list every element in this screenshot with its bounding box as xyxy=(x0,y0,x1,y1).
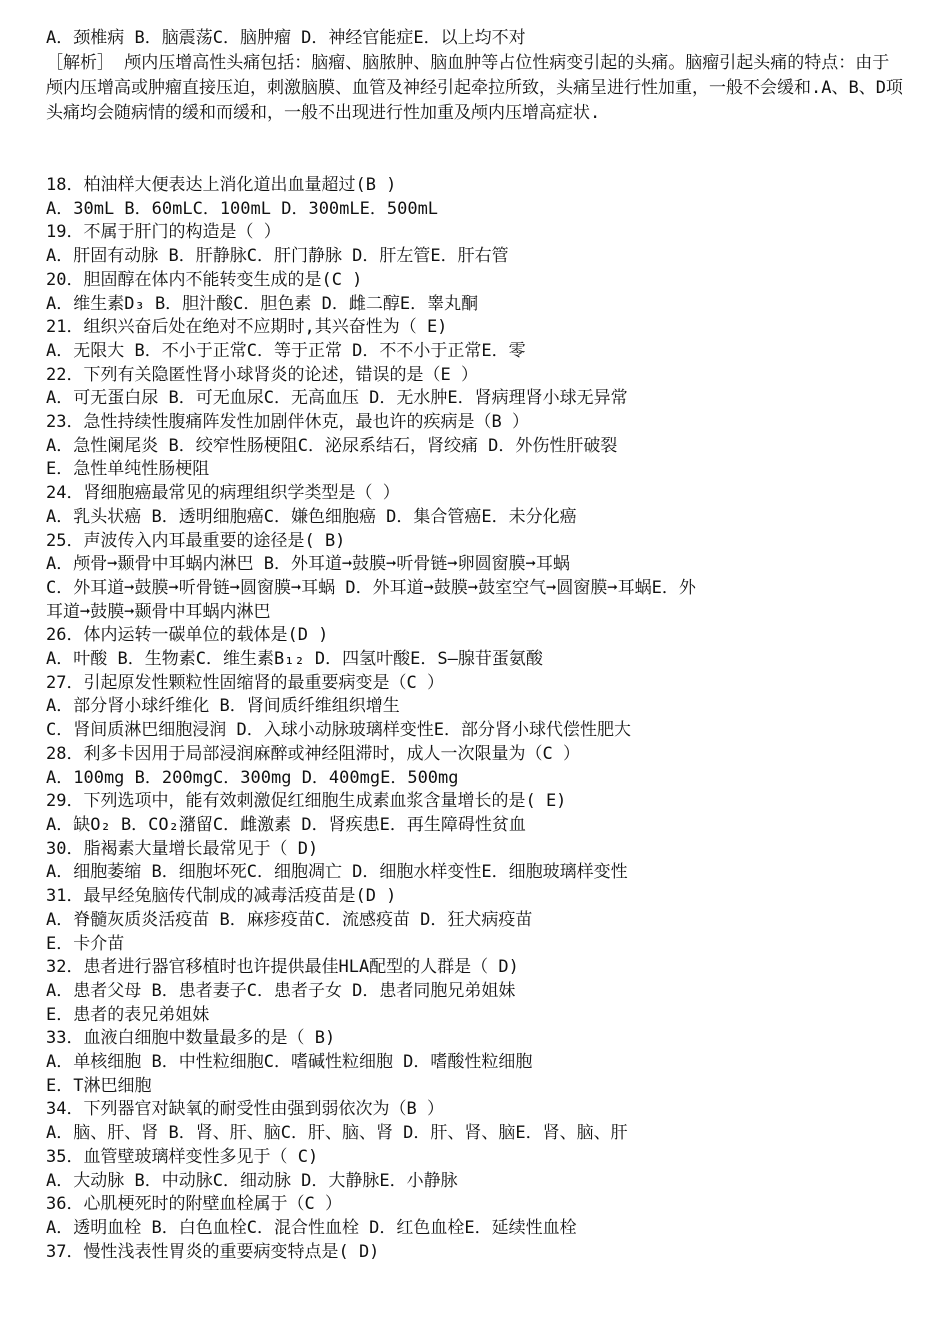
document-line: 25．声波传入内耳最重要的途径是( B) xyxy=(46,530,346,551)
document-line: E．急性单纯性肠梗阻 xyxy=(46,459,210,480)
document-line: 29．下列选项中，能有效刺激促红细胞生成素血浆含量增长的是( E) xyxy=(46,791,567,812)
document-line: A．大动脉 B．中动脉C．细动脉 D．大静脉E．小静脉 xyxy=(46,1170,458,1191)
document-line: 20．胆固醇在体内不能转变生成的是(C ) xyxy=(46,269,363,290)
document-line: A．脊髓灰质炎活疫苗 B．麻疹疫苗C．流感疫苗 D．狂犬病疫苗 xyxy=(46,909,533,930)
document-line: A．单核细胞 B．中性粒细胞C．嗜碱性粒细胞 D．嗜酸性粒细胞 xyxy=(46,1052,533,1073)
document-line: 18．柏油样大便表达上消化道出血量超过(B ) xyxy=(46,175,397,195)
document-line: E．患者的表兄弟姐妹 xyxy=(46,1004,210,1025)
document-line: A．100mg B．200mgC．300mg D．400mgE．500mg xyxy=(46,767,459,788)
document-line: 22．下列有关隐匿性肾小球肾炎的论述，错误的是（E ） xyxy=(46,364,478,385)
document-line: 30．脂褐素大量增长最常见于（ D) xyxy=(46,838,319,859)
document-line: 37．慢性浅表性胃炎的重要病变特点是( D) xyxy=(46,1241,380,1262)
document-line: A．30mL B．60mLC．100mL D．300mLE．500mL xyxy=(46,198,439,219)
question-list xyxy=(46,174,906,1264)
intro-options: A．颈椎病 B．脑震荡C．脑肿瘤 D．神经官能症E．以上均不对 xyxy=(46,28,526,48)
document-line: A．颅骨➞颞骨中耳蜗内淋巴 B．外耳道➞鼓膜➞听骨链➞卵圆窗膜➞耳蜗 xyxy=(46,554,570,575)
document-line: 27．引起原发性颗粒性固缩肾的最重要病变是（C ） xyxy=(46,672,444,693)
document-line: 34．下列器官对缺氧的耐受性由强到弱依次为（B ） xyxy=(46,1099,444,1120)
document-line: E．卡介苗 xyxy=(46,933,125,954)
document-line: 24．肾细胞癌最常见的病理组织学类型是（ ） xyxy=(46,483,400,504)
document-line: C．肾间质淋巴细胞浸润 D．入球小动脉玻璃样变性E．部分肾小球代偿性肥大 xyxy=(46,720,631,741)
intro-section xyxy=(46,26,906,126)
document-line: A．部分肾小球纤维化 B．肾间质纤维组织增生 xyxy=(46,696,400,717)
document-page xyxy=(46,26,906,1264)
document-line: 32．患者进行器官移植时也许提供最佳HLA配型的人群是（ D) xyxy=(46,957,519,978)
document-line: 31．最早经兔脑传代制成的减毒活疫苗是(D ) xyxy=(46,886,397,907)
document-line: A．患者父母 B．患者妻子C．患者子女 D．患者同胞兄弟姐妹 xyxy=(46,980,516,1001)
document-line: 33．血液白细胞中数量最多的是（ B) xyxy=(46,1028,336,1049)
document-line: A．细胞萎缩 B．细胞坏死C．细胞凋亡 D．细胞水样变性E．细胞玻璃样变性 xyxy=(46,862,628,883)
document-line: C．外耳道➞鼓膜➞听骨链➞圆窗膜➞耳蜗 D．外耳道➞鼓膜➞鼓室空气➞圆窗膜➞耳蜗E．外 xyxy=(46,577,696,598)
document-line: A．急性阑尾炎 B．绞窄性肠梗阻C．泌尿系结石，肾绞痛 D．外伤性肝破裂 xyxy=(46,435,618,456)
document-line: A．脑、肝、肾 B．肾、肝、脑C．肝、脑、肾 D．肝、肾、脑E．肾、脑、肝 xyxy=(46,1123,628,1144)
document-line: A．肝固有动脉 B．肝静脉C．肝门静脉 D．肝左管E．肝右管 xyxy=(46,246,509,267)
document-line: A．维生素D₃ B．胆汁酸C．胆色素 D．雌二醇E．睾丸酮 xyxy=(46,293,479,314)
document-line: A．透明血栓 B．白色血栓C．混合性血栓 D．红色血栓E．延续性血栓 xyxy=(46,1217,577,1238)
document-line: A．乳头状癌 B．透明细胞癌C．嫌色细胞癌 D．集合管癌E．未分化癌 xyxy=(46,506,577,527)
document-line: 耳道➞鼓膜➞颞骨中耳蜗内淋巴 xyxy=(46,601,271,622)
document-line: A．叶酸 B．生物素C．维生素B₁₂ D．四氢叶酸E．S—腺苷蛋氨酸 xyxy=(46,649,543,670)
document-line: 28．利多卡因用于局部浸润麻醉或神经阻滞时，成人一次限量为（C ） xyxy=(46,743,580,764)
analysis-paragraph: ［解析］ 颅内压增高性头痛包括：脑瘤、脑脓肿、脑血肿等占位性病变引起的头痛。脑瘤引起头痛的特点：由于颅内压增高或肿瘤直接压迫，刺激脑膜、血管及神经引起牵拉所致，头痛呈进行性加重，一般不会缓和.A、B、D项头痛均会随病情的缓和而缓和，一般不出现进行性加重及颅内压增高症状. xyxy=(46,53,903,123)
document-line: 26．体内运转一碳单位的载体是(D ) xyxy=(46,625,329,646)
document-line: 35．血管壁玻璃样变性多见于（ C) xyxy=(46,1146,319,1167)
document-line: 36．心肌梗死时的附壁血栓属于（C ） xyxy=(46,1194,342,1215)
document-line: E．T淋巴细胞 xyxy=(46,1075,152,1096)
document-line: A．无限大 B．不小于正常C．等于正常 D．不不小于正常E．零 xyxy=(46,340,526,361)
document-line: 21．组织兴奋后处在绝对不应期时,其兴奋性为（ E) xyxy=(46,317,448,338)
document-line: A．缺O₂ B．CO₂潴留C．雌激素 D．肾疾患E．再生障碍性贫血 xyxy=(46,814,526,835)
document-line: 23．急性持续性腹痛阵发性加剧伴休克，最也许的疾病是（B ） xyxy=(46,412,529,433)
document-line: 19．不属于肝门的构造是（ ） xyxy=(46,222,281,243)
document-line: A．可无蛋白尿 B．可无血尿C．无高血压 D．无水肿E．肾病理肾小球无异常 xyxy=(46,388,628,409)
